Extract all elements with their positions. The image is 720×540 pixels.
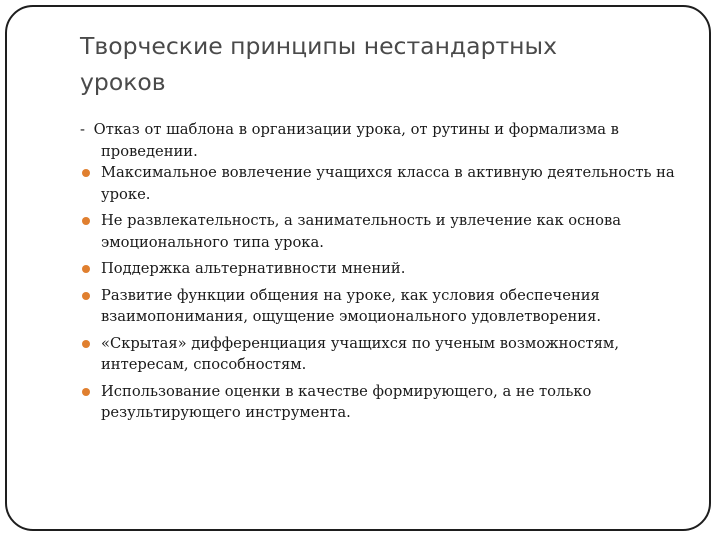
list-item xyxy=(80,258,690,280)
list-item-text: Поддержка альтернативности мнений. xyxy=(101,260,406,277)
bullet-dot-icon xyxy=(82,292,90,300)
dash-marker: - xyxy=(80,121,85,138)
list-item xyxy=(80,119,690,162)
list-item-text: Использование оценки в качестве формирующего, а не только результирующего инструмента. xyxy=(101,382,592,421)
list-item-text: «Скрытая» дифференциация учащихся по ученым возможностям, интересам, способностям. xyxy=(101,334,620,373)
list-item xyxy=(80,381,690,424)
bullet-dot-icon xyxy=(82,265,90,273)
bullet-dot-icon xyxy=(82,388,90,396)
bullet-dot-icon xyxy=(82,169,90,177)
list-item xyxy=(80,210,690,253)
list-item xyxy=(80,285,690,328)
list-item-text: Развитие функции общения на уроке, как условия обеспечения взаимопонимания, ощущение эмоционального удовлетворения. xyxy=(101,286,602,325)
list-item-text: Максимальное вовлечение учащихся класса в активную деятельность на уроке. xyxy=(101,164,675,203)
slide-title: Творческие принципы нестандартных уроков xyxy=(80,32,558,96)
list-item-text: Отказ от шаблона в организации урока, от рутины и формализма в проведении. xyxy=(93,121,619,160)
bullet-dot-icon xyxy=(82,340,90,348)
list-item xyxy=(80,333,690,376)
principles-list xyxy=(80,119,690,429)
list-item xyxy=(80,162,690,205)
bullet-dot-icon xyxy=(82,217,90,225)
list-item-text: Не развлекательность, а занимательность и увлечение как основа эмоционального типа урока. xyxy=(101,212,622,251)
